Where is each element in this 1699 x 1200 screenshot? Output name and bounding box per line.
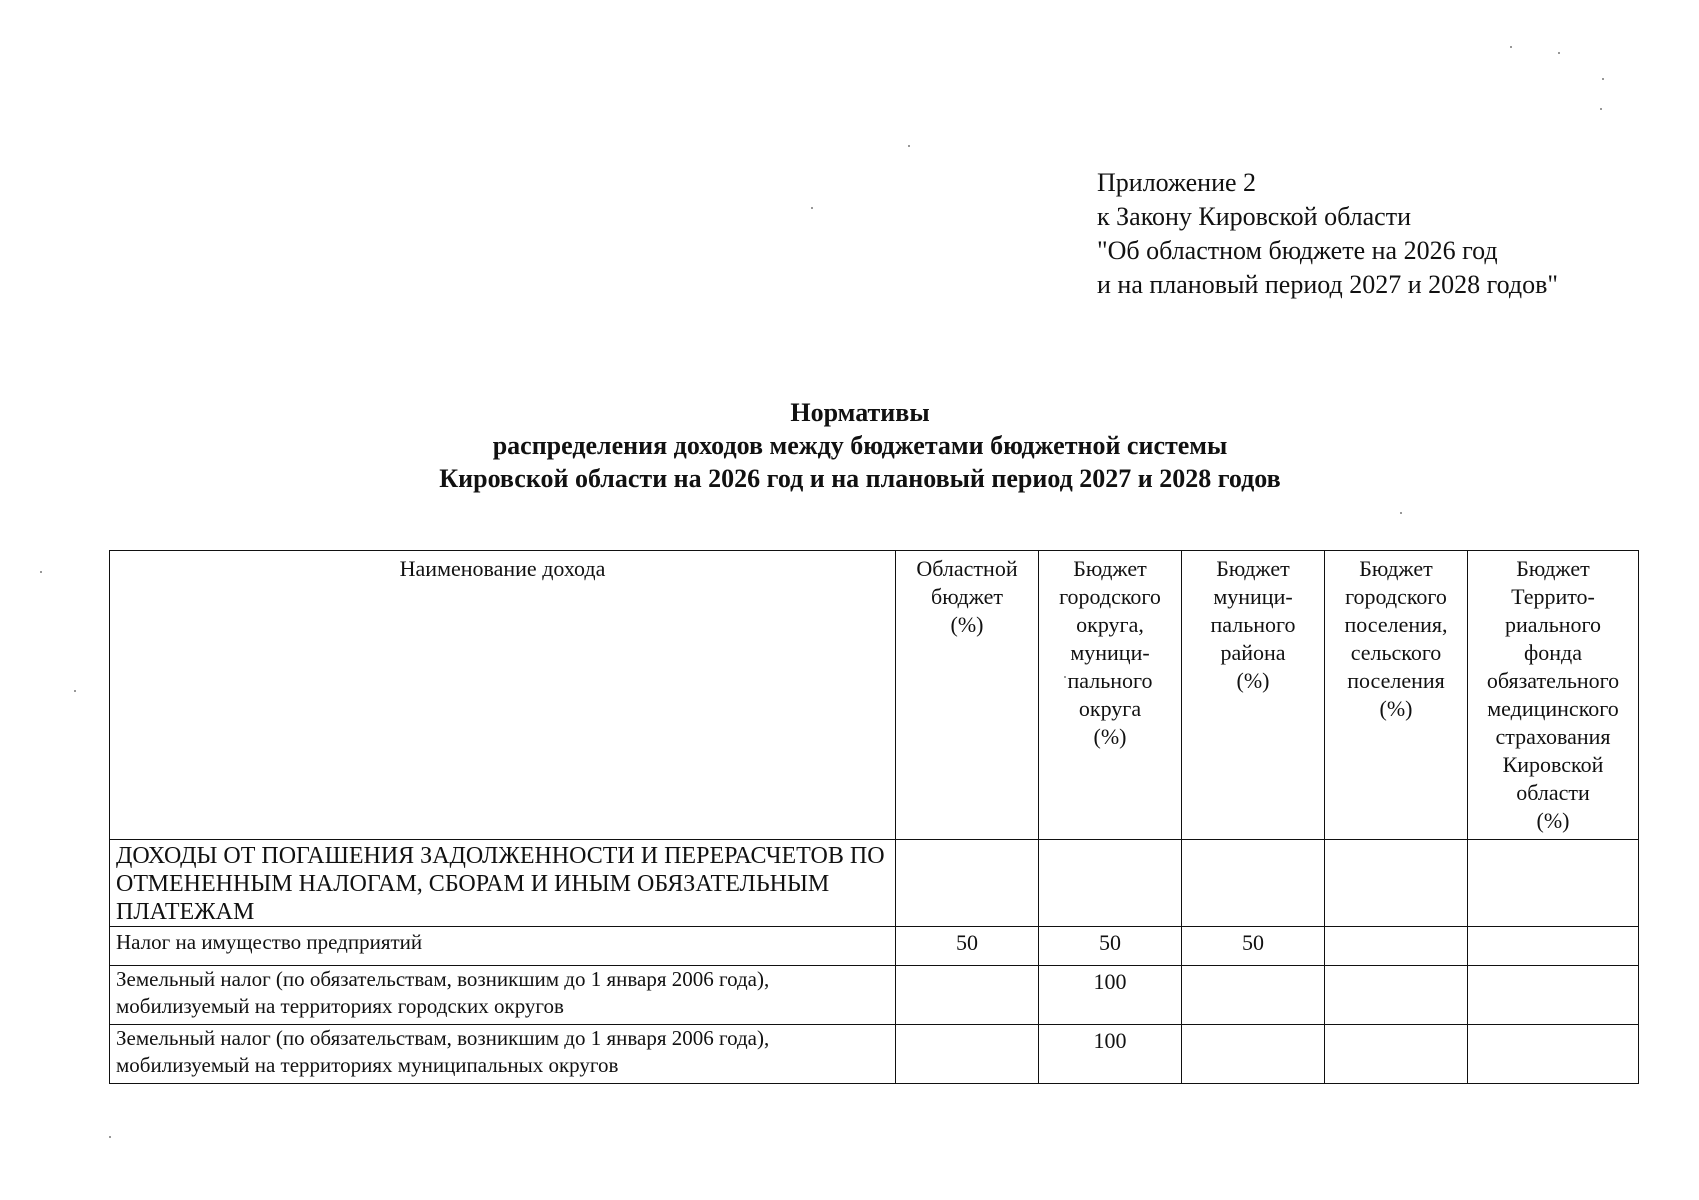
scan-speck: [1510, 46, 1512, 48]
municipal-district-value-cell: [1182, 966, 1325, 1025]
appendix-line: Приложение 2: [1097, 168, 1257, 197]
table-row: [110, 840, 1639, 927]
health-fund-value-cell: [1468, 1025, 1639, 1084]
header-regional-budget: Областной бюджет (%): [896, 551, 1039, 840]
regional-value-cell: 50: [896, 927, 1039, 966]
urban-district-value-cell: 50: [1039, 927, 1182, 966]
header-revenue-name: Наименование дохода: [110, 551, 896, 840]
urban-district-value-cell: 100: [1039, 1025, 1182, 1084]
health-fund-value-cell: [1468, 966, 1639, 1025]
scan-speck: [74, 690, 76, 692]
title-line: распределения доходов между бюджетами бюджетной системы: [492, 431, 1228, 460]
urban-district-value-cell: [1039, 840, 1182, 927]
table-row: [110, 966, 1639, 1025]
appendix-line: и на плановый период 2027 и 2028 годов": [1097, 270, 1559, 299]
header-municipal-district-budget: Бюджет муници- пального района (%): [1182, 551, 1325, 840]
scan-speck: [908, 145, 910, 147]
scan-speck: [1600, 108, 1602, 110]
header-health-insurance-fund-budget: Бюджет Террито- риального фонда обязательного медицинского страхования Кировской области (%): [1468, 551, 1639, 840]
regional-value-cell: [896, 966, 1039, 1025]
revenue-name-cell: Земельный налог (по обязательствам, возникшим до 1 января 2006 года), мобилизуемый на территориях городских округов: [110, 966, 896, 1025]
title-line: Нормативы: [790, 398, 930, 427]
header-settlement-budget: Бюджет городского поселения, сельского поселения (%): [1325, 551, 1468, 840]
appendix-line: к Закону Кировской области: [1097, 202, 1411, 231]
appendix-heading: [1097, 166, 1558, 302]
settlement-value-cell: [1325, 1025, 1468, 1084]
revenue-norms-table: [109, 550, 1639, 1084]
regional-value-cell: [896, 1025, 1039, 1084]
health-fund-value-cell: [1468, 927, 1639, 966]
header-urban-district-budget: Бюджет городского округа, муници- пального округа (%): [1039, 551, 1182, 840]
municipal-district-value-cell: [1182, 1025, 1325, 1084]
scan-speck: [109, 1136, 111, 1138]
table-row: [110, 927, 1639, 966]
municipal-district-value-cell: [1182, 840, 1325, 927]
scan-speck: [811, 207, 813, 209]
title-line: Кировской области на 2026 год и на плановый период 2027 и 2028 годов: [439, 464, 1281, 493]
urban-district-value-cell: 100: [1039, 966, 1182, 1025]
revenue-name-cell: Земельный налог (по обязательствам, возникшим до 1 января 2006 года), мобилизуемый на территориях муниципальных округов: [110, 1025, 896, 1084]
table-row: [110, 1025, 1639, 1084]
scan-speck: [1602, 78, 1604, 80]
table-header-row: [110, 551, 1639, 840]
document-title: [0, 396, 1699, 495]
appendix-line: "Об областном бюджете на 2026 год: [1097, 236, 1498, 265]
regional-value-cell: [896, 840, 1039, 927]
settlement-value-cell: [1325, 927, 1468, 966]
scan-speck: [1558, 52, 1560, 54]
revenue-name-cell: Налог на имущество предприятий: [110, 927, 896, 966]
settlement-value-cell: [1325, 966, 1468, 1025]
scan-speck: [1400, 512, 1402, 514]
scan-speck: [1064, 676, 1066, 678]
revenue-name-cell: ДОХОДЫ ОТ ПОГАШЕНИЯ ЗАДОЛЖЕННОСТИ И ПЕРЕРАСЧЕТОВ ПО ОТМЕНЕННЫМ НАЛОГАМ, СБОРАМ И ИНЫМ ОБЯЗАТЕЛЬНЫМ ПЛАТЕЖАМ: [110, 840, 896, 927]
health-fund-value-cell: [1468, 840, 1639, 927]
municipal-district-value-cell: 50: [1182, 927, 1325, 966]
settlement-value-cell: [1325, 840, 1468, 927]
scan-speck: [40, 571, 42, 573]
